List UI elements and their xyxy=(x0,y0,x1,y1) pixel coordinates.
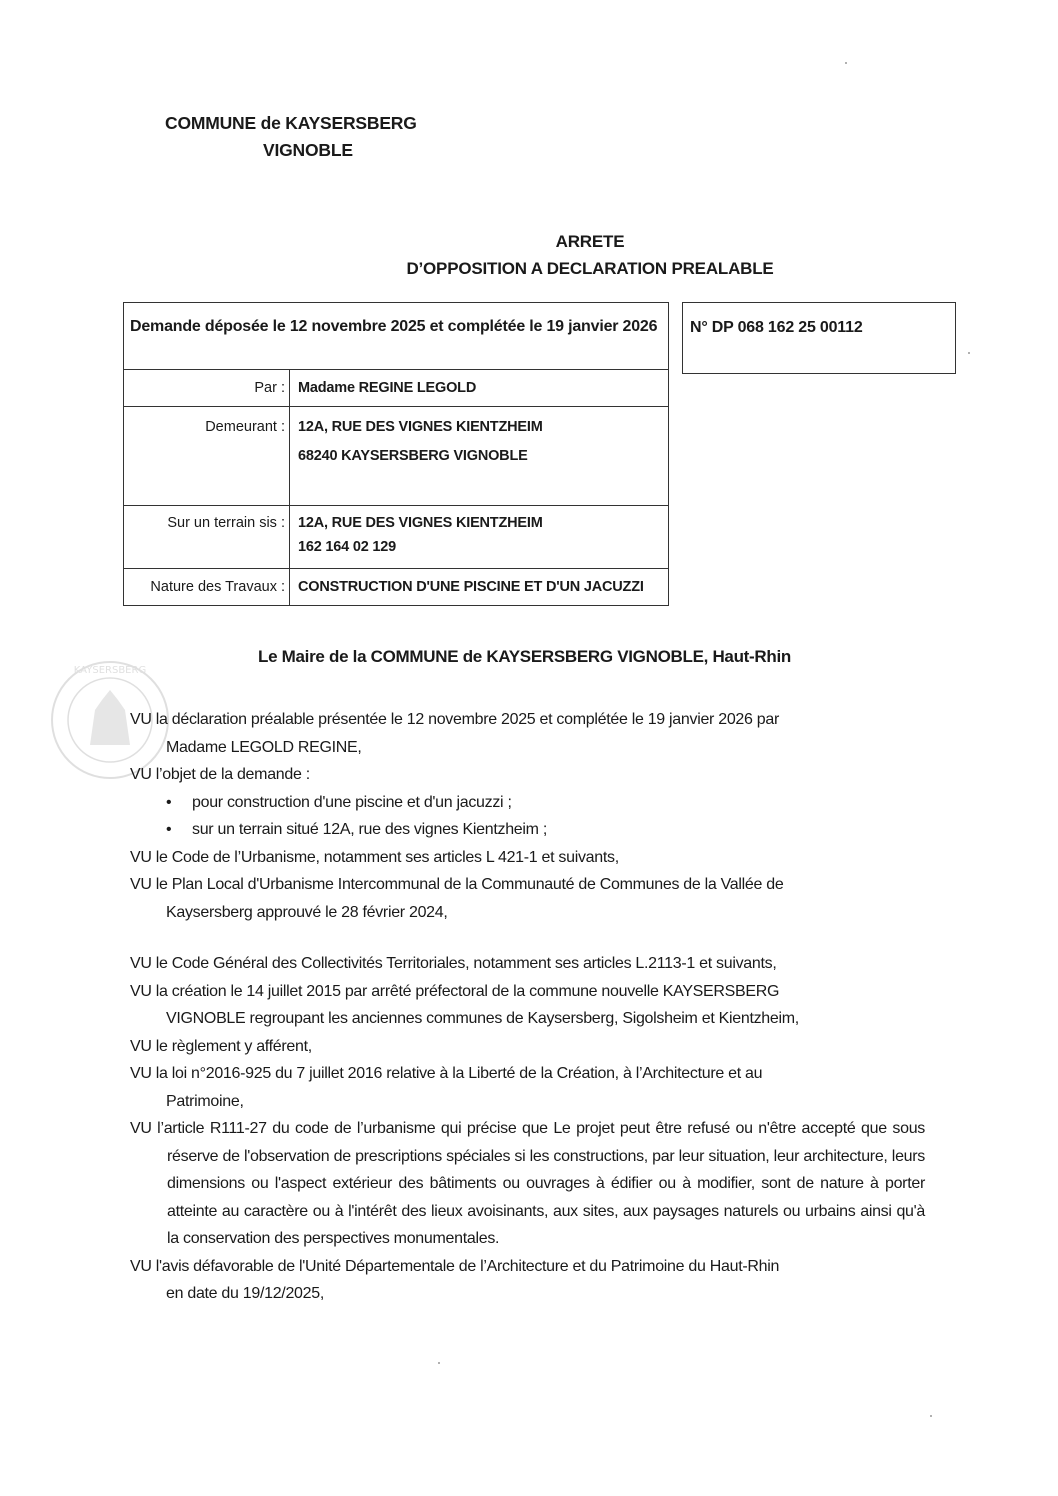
scan-speck xyxy=(438,1362,440,1364)
row-label: Par : xyxy=(124,370,290,406)
commune-name-line2: VIGNOBLE xyxy=(263,140,353,160)
request-info-table xyxy=(123,302,669,606)
text-line: VIGNOBLE regroupant les anciennes communes de Kaysersberg, Sigolsheim et Kientzheim, xyxy=(166,1010,799,1027)
row-label: Nature des Travaux : xyxy=(124,569,290,605)
text-line: VU la loi n°2016-925 du 7 juillet 2016 relative à la Liberté de la Création, à l’Architecture et au xyxy=(130,1065,763,1082)
consideration-udap-opinion xyxy=(130,1253,925,1308)
text-line: en date du 19/12/2025, xyxy=(166,1285,324,1302)
commune-header xyxy=(165,110,417,164)
consideration-urbanism-code: VU le Code de l’Urbanisme, notamment ses articles L 421-1 et suivants, xyxy=(130,848,619,866)
consideration-cgct: VU le Code Général des Collectivités Territoriales, notamment ses articles L.2113-1 et suivants, xyxy=(130,955,777,972)
row-label: Sur un terrain sis : xyxy=(124,506,290,568)
text-line: VU la déclaration préalable présentée le 12 novembre 2025 et complétée le 19 janvier 2026 par xyxy=(130,711,779,728)
address-line1: 12A, RUE DES VIGNES KIENTZHEIM xyxy=(298,419,543,435)
text-line: VU la création le 14 juillet 2015 par arrêté préfectoral de la commune nouvelle KAYSERSBERG xyxy=(130,982,780,1000)
considerations-list xyxy=(130,706,925,1308)
land-location xyxy=(290,506,668,568)
scan-speck xyxy=(968,352,970,354)
text-line: Kaysersberg approuvé le 28 février 2024, xyxy=(166,903,448,921)
consideration-declaration xyxy=(130,706,925,761)
residence-address xyxy=(290,407,668,505)
applicant-name: Madame REGINE LEGOLD xyxy=(298,380,477,396)
file-number-box xyxy=(682,302,956,374)
commune-name-line1: COMMUNE de KAYSERSBERG xyxy=(165,113,417,133)
consideration-commune-creation xyxy=(130,978,925,1033)
list-item: • sur un terrain situé 12A, rue des vignes Kientzheim ; xyxy=(166,816,925,844)
document-title xyxy=(380,228,800,282)
table-row-land xyxy=(124,506,668,569)
request-object-bullets xyxy=(130,789,925,844)
consideration-regulation: VU le règlement y afférent, xyxy=(130,1037,312,1055)
consideration-plui xyxy=(130,871,925,926)
list-item: • pour construction d'une piscine et d'un jacuzzi ; xyxy=(166,789,925,817)
scan-speck xyxy=(845,62,847,64)
mayor-heading: Le Maire de la COMMUNE de KAYSERSBERG VIGNOBLE, Haut-Rhin xyxy=(258,647,791,666)
table-row-works-nature xyxy=(124,569,668,605)
file-number: N° DP 068 162 25 00112 xyxy=(690,319,863,336)
svg-text:KAYSERSBERG: KAYSERSBERG xyxy=(73,665,147,676)
consideration-law-2016 xyxy=(130,1060,925,1115)
title-line1: ARRETE xyxy=(555,232,625,251)
title-line2: D’OPPOSITION A DECLARATION PREALABLE xyxy=(406,259,774,278)
consideration-request-object: VU l’objet de la demande : xyxy=(130,766,310,783)
cadastral-reference: 162 164 02 129 xyxy=(298,539,396,555)
table-row-applicant xyxy=(124,370,668,407)
land-address: 12A, RUE DES VIGNES KIENTZHEIM xyxy=(298,515,543,531)
text-line: Madame LEGOLD REGINE, xyxy=(166,738,362,756)
scan-speck xyxy=(930,1415,932,1417)
text-line: VU le Plan Local d'Urbanisme Intercommunal de la Communauté de Communes de la Vallée de xyxy=(130,876,784,893)
deposit-date-text: Demande déposée le 12 novembre 2025 et complétée le 19 janvier 2026 xyxy=(124,303,668,370)
row-label: Demeurant : xyxy=(124,407,290,505)
consideration-article-r111-27: VU l’article R111-27 du code de l’urbanisme qui précise que Le projet peut être refusé ou n'être accepté que sous réserve de l'observation de prescriptions spéciales si les constructions, par leur situation, leur architecture, leurs dimensions ou l'aspect extérieur des bâtiments ou ouvrages à édifier ou à modifier, sont de nature à porter atteinte au caractère ou à l'intérêt des lieux avoisinants, aux sites, aux paysages naturels ou urbains ainsi qu'à la conservation des perspectives monumentales. xyxy=(130,1120,925,1247)
text-line: VU l'avis défavorable de l'Unité Départementale de l’Architecture et du Patrimoine du Haut-Rhin xyxy=(130,1257,780,1275)
table-row-residence xyxy=(124,407,668,506)
text-line: Patrimoine, xyxy=(166,1092,244,1110)
address-line2: 68240 KAYSERSBERG VIGNOBLE xyxy=(298,448,528,464)
works-nature: CONSTRUCTION D'UNE PISCINE ET D'UN JACUZZI xyxy=(298,579,644,595)
